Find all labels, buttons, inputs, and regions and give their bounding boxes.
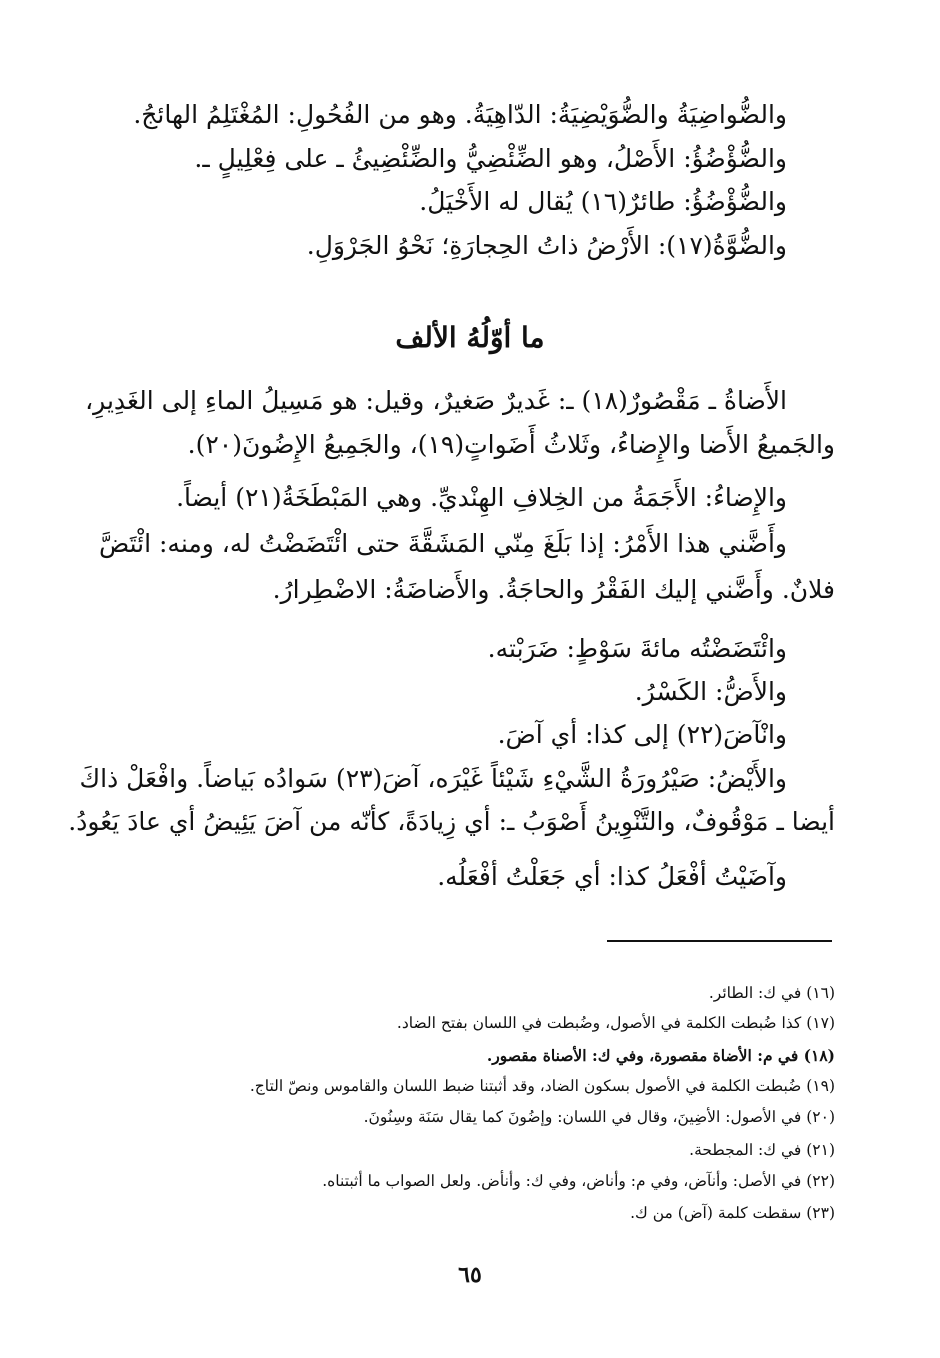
main-entries	[68, 382, 835, 902]
footnotes	[160, 980, 835, 1240]
footnote: (١٨) في م: الأضاة مقصورة، وفي ك: الأصناة مقصور.	[486, 1046, 835, 1065]
entry-line: وانْآضَ(٢٢) إلى كذا: أي آضَ.	[497, 720, 787, 749]
footnote: (٢١) في ك: المجطحة.	[689, 1141, 835, 1159]
entry-line: والضُّوَّةُ(١٧): الأَرْضُ ذاتُ الحِجارَةِ؛ نَحْوُ الجَرْوَلِ.	[306, 231, 787, 260]
entry-line: وائْتَضَضْتُه مائةَ سَوْطٍ: ضَرَبْته.	[487, 634, 787, 663]
entry-line: والأَيْضُ: صَيْرُورَةُ الشَّيْءِ شَيْئاً غَيْرَه، آضَ(٢٣) سَوادُه بَياضاً. وافْعَلْ ذاكَ	[79, 764, 787, 793]
entry-line: والأَضُّ: الكَسْرُ.	[634, 677, 787, 706]
footnote: (١٩) ضُبطت الكلمة في الأصول بسكون الضاد، وقد أثبتنا ضبط اللسان والقاموس ونصّ التاج.	[249, 1077, 835, 1095]
footnote: (٢٢) في الأصل: وأنآض، وفي م: وأناض، وفي ك: وأنأض. ولعل الصواب ما أثبتناه.	[322, 1172, 835, 1190]
entry-line: فلانٌ. وأَضَّني إليك الفَقْرُ والحاجَةُ. والأَضاضَةُ: الاضْطِرارُ.	[272, 575, 835, 604]
footnote: (٢٣) سقطت كلمة (آض) من ك.	[630, 1204, 835, 1222]
entry-line: وأَضَّني هذا الأَمْرُ: إذا بَلَغَ مِنّي المَشَقَّةَ حتى ائْتَضَضْتُ له، ومنه: ائْتَضَّ	[98, 529, 787, 558]
footnote-separator	[607, 940, 832, 942]
entry-line: والضُّواضِيَةُ والضُّوَيْضِيَةُ: الدّاهِيَةُ. وهو من الفُحُولِ: المُغْتَلِمُ الهائجُ.	[133, 100, 787, 129]
footnote: (٢٠) في الأصول: الأضِينَ، وقال في اللسان: وإضُونَ كما يقال سَنَة وسِنُونَ.	[363, 1108, 835, 1126]
page-number: ٦٥	[458, 1262, 482, 1288]
entry-line: وآضَيْتُ أفْعَلُ كذا: أي جَعَلْتُ أفْعَلُه.	[437, 862, 787, 891]
entry-line: والضُّؤْضُؤُ: الأَصْلُ، وهو الضِّئْضِيُّ والضِّئْضِيئُ ـ على فِعْلِيلٍ ـ.	[194, 144, 787, 173]
top-entries	[105, 96, 835, 276]
footnote: (١٦) في ك: الطائر.	[708, 984, 835, 1002]
entry-line: الأَضاةُ ـ مَقْصُورٌ(١٨) ـ: غَديرٌ صَغيرٌ، وقيل: هو مَسِيلُ الماءِ إلى الغَدِيرِ،	[85, 386, 787, 415]
footnote: (١٧) كذا ضُبطت الكلمة في الأصول، وضُبطت في اللسان بفتح الضاد.	[396, 1014, 835, 1032]
entry-line: والضُّؤْضُؤُ: طائرٌ(١٦) يُقال له الأَخْيَلُ.	[419, 187, 787, 216]
entry-line: والإِضاءُ: الأَجَمَةُ من الخِلافِ الهِنْديِّ. وهي المَبْطَخَةُ(٢١) أيضاً.	[176, 483, 787, 512]
entry-line: والجَميعُ الأَضا والإِضاءُ، وثَلاثُ أَضَواتٍ(١٩)، والجَمِيعُ الإِضُونَ(٢٠).	[187, 430, 835, 459]
section-heading: ما أوّلُهُ الألف	[395, 321, 545, 354]
entry-line: أيضا ـ مَوْقُوفٌ، والتَّنْوِينُ أَصْوَبُ ـ: أي زِيادَةً، كأنّه من آضَ يَئِيضُ أي عادَ يَعُودُ.	[68, 807, 835, 836]
